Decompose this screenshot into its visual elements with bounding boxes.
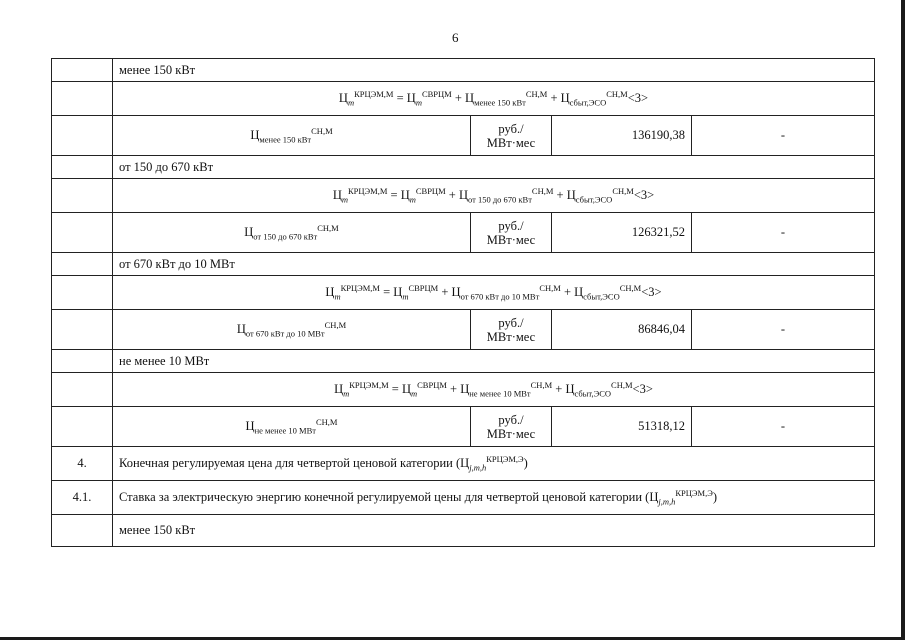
section-heading-text: от 150 до 670 кВт (119, 159, 214, 174)
formula-row (52, 179, 875, 213)
value-cell (552, 407, 692, 447)
section-heading-text: не менее 10 МВт (119, 353, 210, 368)
formula-eq: = (391, 382, 399, 396)
note-ref: <3> (632, 382, 653, 396)
symbol-cell (113, 116, 471, 156)
value: 136190,38 (631, 128, 685, 142)
unit-cell (471, 310, 552, 350)
num-cell-empty (52, 82, 113, 116)
formula-c1: $Ц_m^{КРЦЭМ,М}$ (338, 88, 394, 108)
num-cell-empty (52, 59, 113, 82)
formula-eq: = (383, 285, 391, 299)
formula-c3: $Ц_{менее 150 кВт}^{СН,М}$ (465, 88, 548, 108)
num-cell-empty (52, 310, 113, 350)
num-cell-empty (52, 515, 113, 547)
tariff-table-body (52, 59, 875, 547)
unit-line2: МВт·мес (486, 232, 536, 247)
num-cell-empty (52, 213, 113, 253)
formula-plus2: + (563, 285, 572, 299)
item41-number: 4.1. (52, 481, 113, 515)
formula-plus1: + (441, 285, 449, 299)
section-heading-text: менее 150 кВт (119, 62, 196, 77)
formula-c2: $Ц_m^{СВРЦМ}$ (406, 88, 452, 108)
extra-cell (692, 310, 875, 350)
unit-line1: руб./ (498, 218, 524, 233)
formula (113, 82, 875, 116)
item4-text: Конечная регулируемая цена для четвертой ценовой категории $(Ц_{j,m,h}^{КРЦЭМ,Э})$ (113, 447, 875, 481)
section-heading (113, 350, 875, 373)
unit-line1: руб./ (498, 412, 524, 427)
formula (113, 179, 875, 213)
formula-plus2: + (556, 188, 564, 202)
formula-c3: $Ц_{от 670 кВт до 10 МВт}^{СН,М}$ (451, 282, 561, 302)
note-ref: <3> (641, 285, 662, 299)
extra-cell (692, 116, 875, 156)
unit-line2: МВт·мес (486, 426, 536, 441)
item4-row (52, 447, 875, 481)
formula-c3: $Ц_{от 150 до 670 кВт}^{СН,М}$ (458, 185, 554, 205)
formula-c1: $Ц_m^{КРЦЭМ,М}$ (332, 185, 388, 205)
formula-row (52, 276, 875, 310)
formula (113, 276, 875, 310)
symbol-cell (113, 407, 471, 447)
formula-plus1: + (448, 188, 456, 202)
section-heading (113, 156, 875, 179)
extra-cell (692, 407, 875, 447)
section-heading-text: от 670 кВт до 10 МВт (119, 256, 235, 271)
section-heading-row (52, 156, 875, 179)
unit-line1: руб./ (498, 315, 524, 330)
section-heading (113, 59, 875, 82)
extra-dash: - (780, 322, 786, 336)
symbol-cell (113, 310, 471, 350)
formula-c4: $Ц_{сбыт,ЭСО}^{СН,М}$ (566, 185, 634, 205)
page-number: 6 (452, 30, 459, 45)
symbol: $Ц_{от 670 кВт до 10 МВт}^{СН,М}$ (236, 319, 347, 339)
num-cell-empty (52, 350, 113, 373)
extra-dash: - (780, 419, 786, 433)
scan-edge-right (901, 0, 905, 640)
unit-line1: руб./ (498, 121, 524, 136)
formula-plus2: + (550, 91, 558, 105)
formula-eq: = (396, 91, 404, 105)
section-heading (113, 253, 875, 276)
last-heading: менее 150 кВт (113, 515, 875, 547)
value-cell (552, 310, 692, 350)
item41-text: Ставка за электрическую энергию конечной регулируемой цены для четвертой ценовой категории $(Ц_{j,m,h}^{КРЦЭМ,Э})$ (113, 481, 875, 515)
formula-plus2: + (555, 382, 563, 396)
value-row (52, 407, 875, 447)
formula-c2: $Ц_m^{СВРЦМ}$ (400, 185, 446, 205)
value-row (52, 116, 875, 156)
formula-c3: $Ц_{не менее 10 МВт}^{СН,М}$ (460, 379, 553, 399)
extra-cell (692, 213, 875, 253)
note-ref: <3> (633, 188, 655, 202)
value-row (52, 310, 875, 350)
formula-c4: $Ц_{сбыт,ЭСО}^{СН,М}$ (565, 379, 633, 399)
last-heading-row (52, 515, 875, 547)
unit-cell (471, 213, 552, 253)
section-heading-row (52, 253, 875, 276)
item41-row (52, 481, 875, 515)
value: 86846,04 (638, 322, 685, 336)
num-cell-empty (52, 276, 113, 310)
num-cell-empty (52, 407, 113, 447)
formula-c4: $Ц_{сбыт,ЭСО}^{СН,М}$ (574, 282, 642, 302)
extra-dash: - (780, 128, 786, 142)
num-cell-empty (52, 373, 113, 407)
unit-line2: МВт·мес (486, 329, 536, 344)
formula-c1: $Ц_m^{КРЦЭМ,М}$ (325, 282, 380, 302)
formula-c4: $Ц_{сбыт,ЭСО}^{СН,М}$ (560, 88, 628, 108)
num-cell-empty (52, 156, 113, 179)
formula (113, 373, 875, 407)
item4-number: 4. (52, 447, 113, 481)
symbol: $Ц_{не менее 10 МВт}^{СН,М}$ (245, 416, 338, 436)
formula-plus1: + (454, 91, 462, 105)
formula-row (52, 82, 875, 116)
unit-line2: МВт·мес (486, 135, 536, 150)
formula-c2: $Ц_m^{СВРЦМ}$ (401, 379, 447, 399)
formula-plus1: + (450, 382, 458, 396)
unit-cell (471, 116, 552, 156)
section-heading-row (52, 59, 875, 82)
value-cell (552, 116, 692, 156)
formula-row (52, 373, 875, 407)
num-cell-empty (52, 116, 113, 156)
formula-c2: $Ц_m^{СВРЦМ}$ (393, 282, 439, 302)
section-heading-row (52, 350, 875, 373)
extra-dash: - (780, 225, 786, 239)
value: 126321,52 (631, 225, 685, 239)
unit-cell (471, 407, 552, 447)
formula-eq: = (390, 188, 398, 202)
note-ref: <3> (627, 91, 649, 105)
symbol: $Ц_{менее 150 кВт}^{СН,М}$ (250, 125, 333, 145)
num-cell-empty (52, 179, 113, 213)
symbol-cell (113, 213, 471, 253)
value-cell (552, 213, 692, 253)
tariff-table (51, 58, 875, 547)
symbol: $Ц_{от 150 до 670 кВт}^{СН,М}$ (244, 222, 339, 242)
value-row (52, 213, 875, 253)
value: 51318,12 (638, 419, 685, 433)
formula-c1: $Ц_m^{КРЦЭМ,М}$ (334, 379, 389, 399)
num-cell-empty (52, 253, 113, 276)
